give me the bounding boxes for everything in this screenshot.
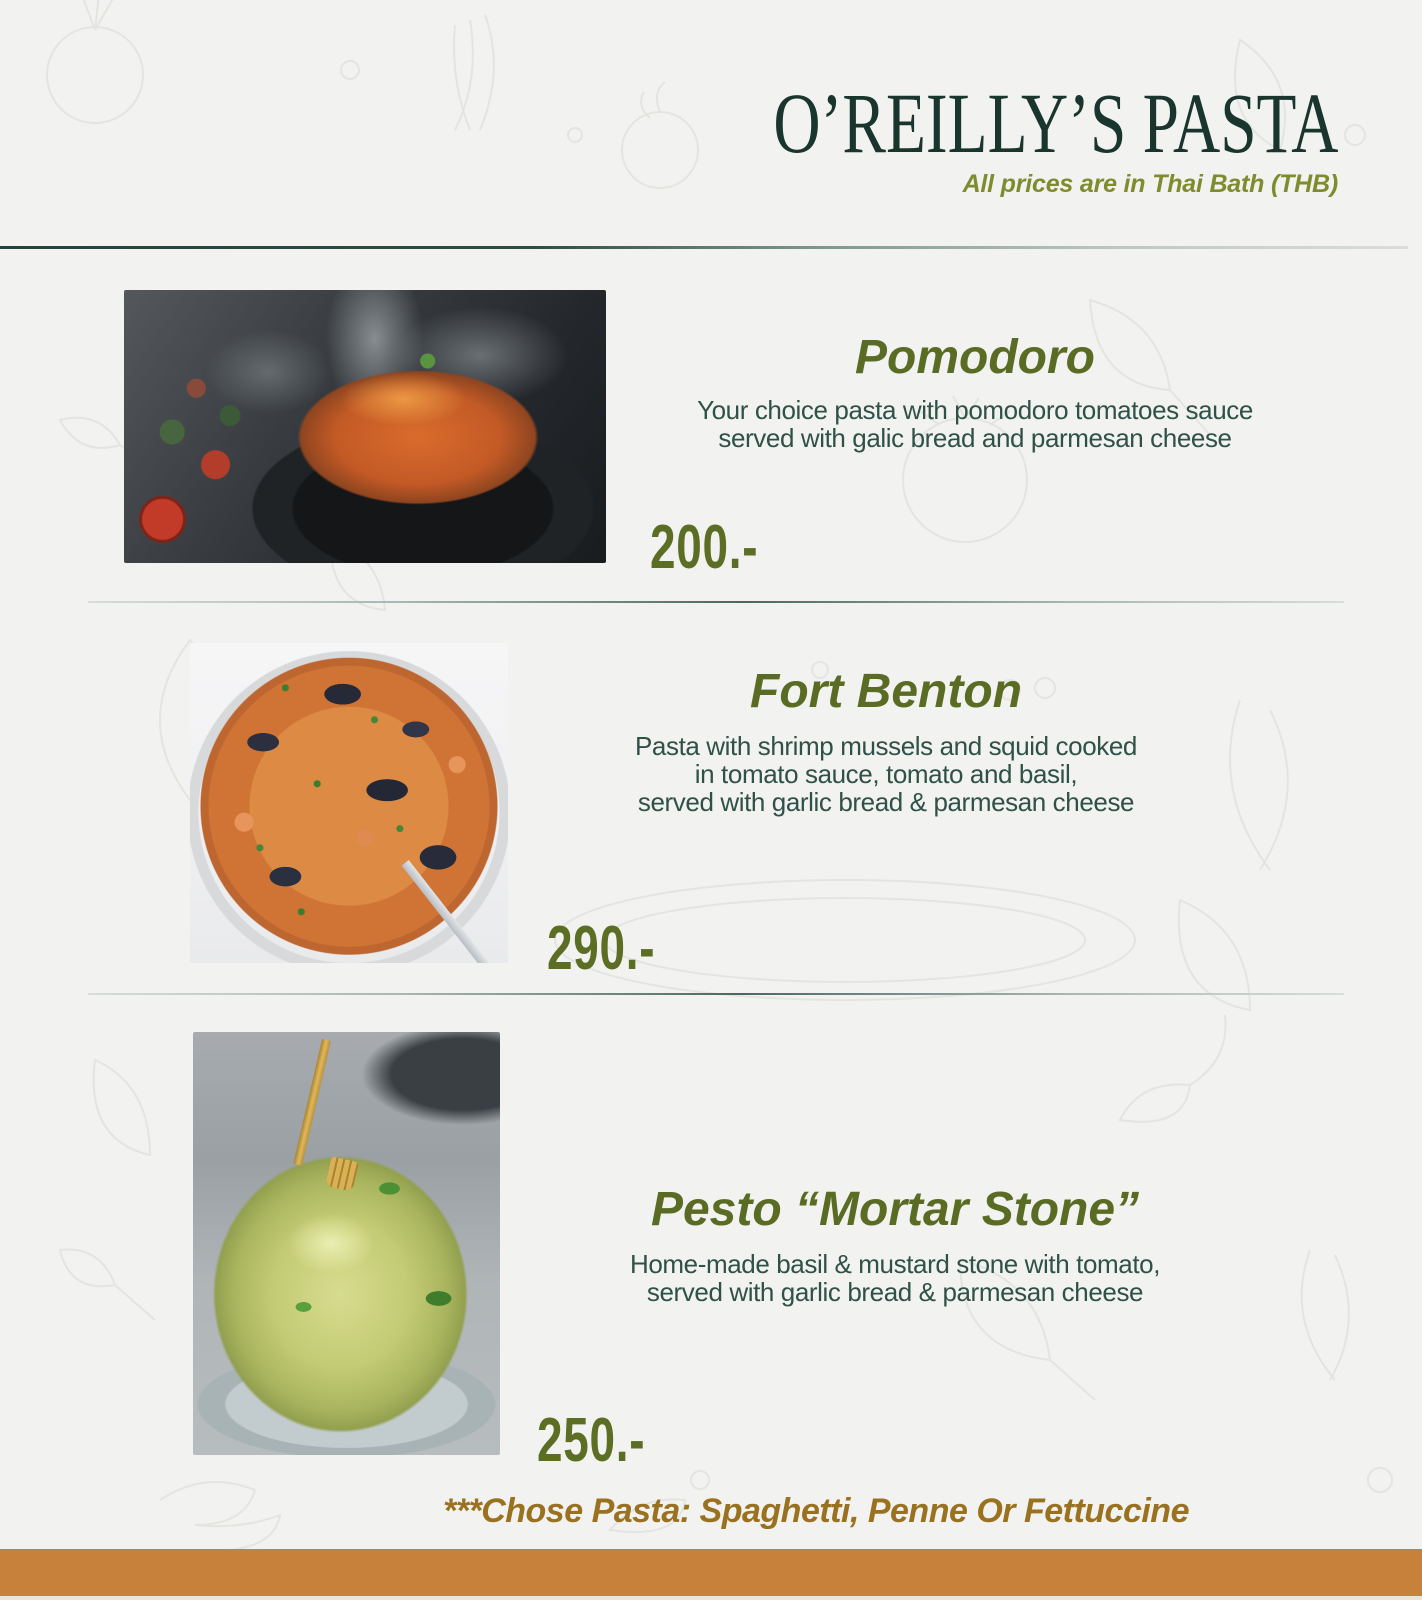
section-divider — [88, 601, 1344, 603]
description-line: served with galic bread and parmesan cheese — [718, 423, 1232, 453]
fork-art — [293, 1039, 331, 1166]
dish-price: 200.- — [650, 513, 759, 582]
pomodoro-photo — [124, 290, 606, 563]
dish-price: 250.- — [537, 1406, 646, 1475]
dish-title: Fort Benton — [750, 665, 1022, 718]
footer-strip — [0, 1596, 1422, 1600]
description-line: in tomato sauce, tomato and basil, — [694, 759, 1078, 789]
dish-price: 290.- — [547, 914, 656, 983]
fork-art — [325, 1156, 359, 1192]
description-line: served with garlic bread & parmesan cheese — [646, 1277, 1144, 1307]
currency-note: All prices are in Thai Bath (THB) — [962, 170, 1338, 198]
description-line: Your choice pasta with pomodoro tomatoes sauce — [697, 395, 1253, 425]
dish-title: Pesto “Mortar Stone” — [650, 1183, 1140, 1236]
fork-art — [402, 860, 501, 963]
pasta-choice-footnote: ***Chose Pasta: Spaghetti, Penne Or Fettuccine — [443, 1492, 1189, 1530]
fort-benton-photo — [190, 643, 508, 963]
section-divider — [88, 993, 1344, 995]
header-divider — [0, 246, 1408, 249]
description-line: Home-made basil & mustard stone with tomato, — [629, 1249, 1161, 1279]
dish-description — [595, 1250, 1195, 1306]
dish-title: Pomodoro — [855, 331, 1095, 384]
pesto-photo — [193, 1032, 500, 1455]
dish-description — [586, 732, 1186, 816]
restaurant-title: O’REILLY’S PASTA — [772, 75, 1338, 171]
description-line: served with garlic bread & parmesan cheese — [637, 787, 1135, 817]
description-line: Pasta with shrimp mussels and squid cooked — [634, 731, 1137, 761]
dish-description — [675, 396, 1275, 452]
footer-bar — [0, 1549, 1422, 1596]
